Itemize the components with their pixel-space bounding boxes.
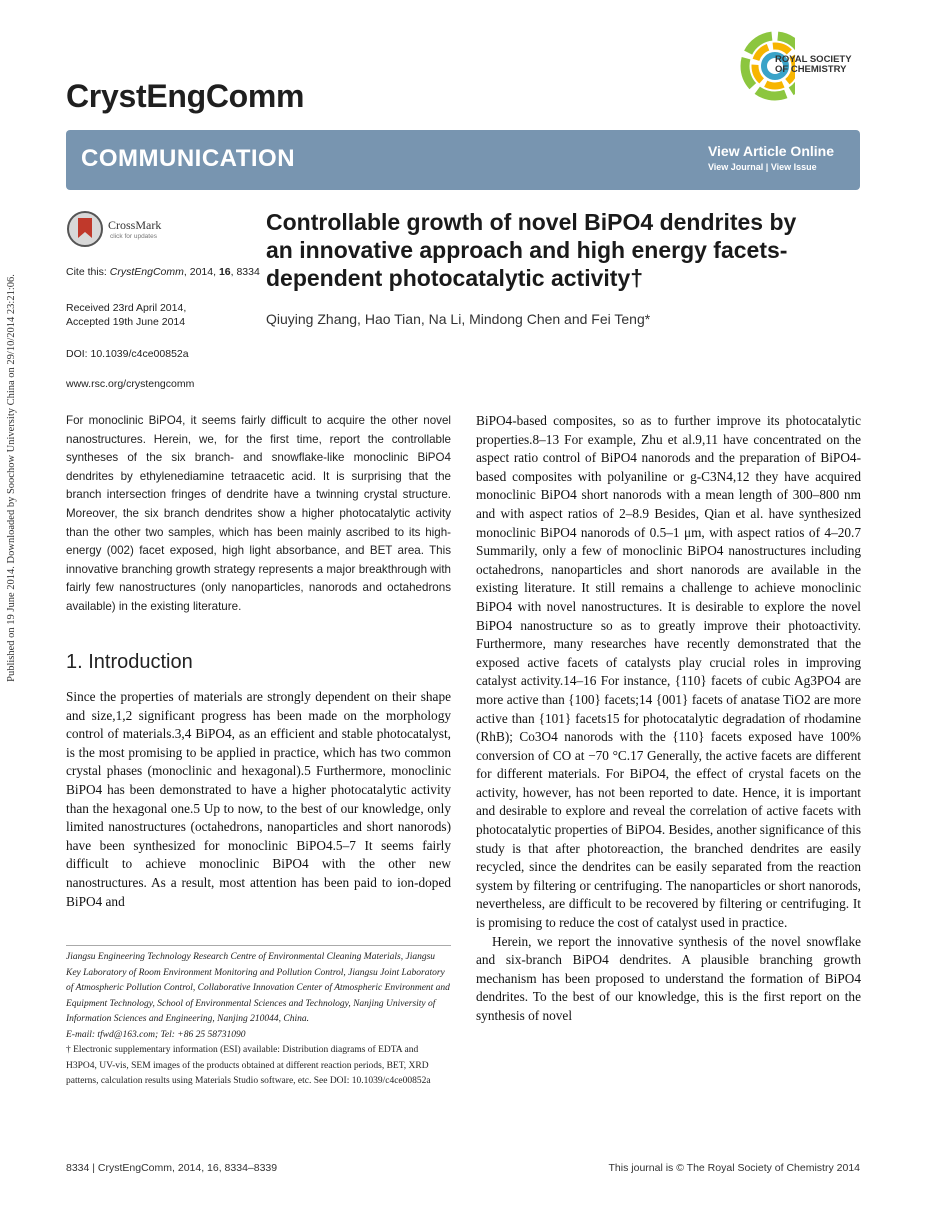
- view-online-links: [708, 143, 834, 172]
- crossmark-badge[interactable]: [66, 210, 206, 250]
- doi[interactable]: DOI: 10.1039/c4ce00852a: [66, 348, 189, 360]
- view-article-online-link[interactable]: View Article Online: [707, 143, 834, 159]
- article-type-banner: [66, 130, 860, 190]
- cite-page: , 8334: [230, 266, 260, 278]
- right-paragraph-2: Herein, we report the innovative synthesis of the novel snowflake and six-branch BiPO4 dendrites. A plausible branching growth mechanism has been proposed to understand the formation of BiPO4 dendrites. To the best of our knowledge, this is the first report on the synthesis of novel: [476, 933, 861, 1023]
- download-note-text: Published on 19 June 2014. Downloaded by Soochow University China on 29/10/2014 23:21:06.: [6, 274, 17, 682]
- received-date: Received 23rd April 2014,: [66, 302, 187, 314]
- article-title: Controllable growth of novel BiPO4 dendrites by an innovative approach and high energy facets-dependent photocatalytic activity†: [266, 209, 797, 291]
- right-column: [476, 412, 861, 1026]
- section-heading: 1. Introduction: [66, 651, 193, 673]
- cite-volume: 16: [218, 266, 231, 278]
- crossmark-label: CrossMark: [108, 218, 162, 232]
- dates: [66, 301, 186, 329]
- crossmark-sub: click for updates: [110, 233, 157, 240]
- citation: [66, 265, 260, 279]
- rsc-line2: OF CHEMISTRY: [775, 64, 847, 75]
- rsc-line1: ROYAL SOCIETY: [775, 54, 852, 65]
- footnote-divider: [66, 945, 451, 946]
- esi-note: † Electronic supplementary information (ESI) available: Distribution diagrams of EDTA and H3PO4, UV-vis, SEM images of the products obtained at different reaction periods, BET, XRD patterns, calculation results using Materials Studio software, etc. See DOI: 10.1039/c4ce00852a: [66, 1045, 431, 1086]
- affiliation: Jiangsu Engineering Technology Research Centre of Environmental Cleaning Materials, Jiangsu Key Laboratory of Room Environment Monitoring and Pollution Control, Jiangsu Joint Laboratory of Atmospheric Pollution Control, Collaborative Innovation Center of Atmospheric Environment and Equipment Technology, School of Environmental Sciences and Technology, Nanjing University of Information Sciences and Engineering, Nanjing 210044, China.: [66, 952, 450, 1024]
- cite-journal: CrystEngComm: [109, 266, 184, 278]
- accepted-date: Accepted 19th June 2014: [66, 316, 186, 328]
- download-note: [6, 228, 20, 728]
- page-footer-right: This journal is © The Royal Society of Chemistry 2014: [608, 1162, 860, 1174]
- page-footer-left: 8334 | CrystEngComm, 2014, 16, 8334–8339: [66, 1162, 278, 1174]
- cite-year: , 2014,: [183, 266, 217, 278]
- authors: Qiuying Zhang, Hao Tian, Na Li, Mindong Chen and Fei Teng*: [266, 311, 651, 327]
- crossmark-icon: [66, 210, 104, 248]
- cite-prefix: Cite this:: [66, 266, 107, 278]
- rsc-logo: [735, 24, 865, 108]
- right-paragraph-1: BiPO4-based composites, so as to further improve its photocatalytic properties.8–13 For example, Zhu et al.9,11 have concentrated on the aspect ratio control of BiPO4 nanorods and the preparation of BiPO4-based composites with polyaniline or g-C3N4,12 they have acquired monoclinic BiPO4 short nanorods with a mean length of 300–800 nm and with aspect ratios of 2–8.9 Besides, Qian et al. have synthesized monoclinic BiPO4 nanorods of 0.5–1 μm, with aspect ratios of 4–20.7 Summarily, only a few of monoclinic BiPO4 nanostructures including octahedrons, nanoparticles and short nanorods are available in the existing literature. It still remains a challenge to achieve monoclinic BiPO4 with novel nanostructures. It is desirable to explore the novel BiPO4 nanostructure so as to greatly improve their photoactivity. Furthermore, many researches have recently demonstrated that the exposed active facets of catalysts play crucial roles in improving catalyst activity.14–16 For instance, {110} facets of cubic Ag3PO4 are more active than {100} facets;14 {001} facets of anatase TiO2 are more active than {101} facets15 for photocatalytic degradation of rhodamine (RhB); Co3O4 nanorods with the {110} facets exposed have 100% conversion of CO at −70 °C.17 Generally, the active facets are different for different materials. For BiPO4, the effect of crystal facets on the activity, however, has not been reported to date. Hence, it is important and desirable to explore and reveal the correlation of active facets with photocatalytic properties of BiPO4. Besides, another significance of this study is that after photoreaction, the branched dendrites are easily recycled, since the dendrites can be easily separated from the reaction system by filtering or centrifuging. The nanoparticles or short nanorods, nevertheless, are difficult to be recovered by filtering or centrifuging. It is promising to reduce the cost of catalyst used in practice.: [476, 413, 861, 931]
- journal-url[interactable]: www.rsc.org/crystengcomm: [66, 378, 195, 390]
- journal-title: CrystEngComm: [66, 78, 305, 114]
- rsc-logo-text: [775, 55, 852, 75]
- footnotes: [66, 950, 451, 1090]
- intro-paragraph: Since the properties of materials are strongly dependent on their shape and size,1,2 significant progress has been made on the morphology control of materials.3,4 BiPO4, as an efficient and stable photocatalyst, is the most promising to be applied in practice, which has two common crystal phases (monoclinic and hexagonal).5 Furthermore, monoclinic BiPO4 has been demonstrated to have a higher photocatalytic activity than the hexagonal one.5 Up to now, to the best of our knowledge, only limited nanostructures (octahedrons, nanoparticles and short nanorods) have been synthesized for monoclinic BiPO4.5–7 It seems fairly difficult to achieve monoclinic BiPO4 with the other new nanostructures. As a result, most attention has been paid to ion-doped BiPO4 and: [66, 689, 451, 909]
- abstract: For monoclinic BiPO4, it seems fairly difficult to acquire the other novel nanostructures. Herein, we, for the first time, report the controllable syntheses of the six branch- and snowflake-like monoclinic BiPO4 dendrites by ethylenediamine tetraacetic acid. It is surprising that the branch intersection fringes of dendrite have a twinning crystal structure. Moreover, the six branch dendrites show a higher photocatalytic activity than the other two samples, which has been mainly ascribed to its high-energy (002) facet exposed, high light absorbance, and BET area. This innovative branching growth strategy represents a major breakthrough with fairly few nanostructures (only nanoparticles, nanorods and octahedrons available) in the existing literature.: [66, 414, 451, 613]
- view-journal-issue-links[interactable]: View Journal | View Issue: [707, 162, 817, 172]
- article-type: COMMUNICATION: [81, 145, 296, 172]
- contact-email: E-mail: tfwd@163.com; Tel: +86 25 58731090: [66, 1029, 246, 1040]
